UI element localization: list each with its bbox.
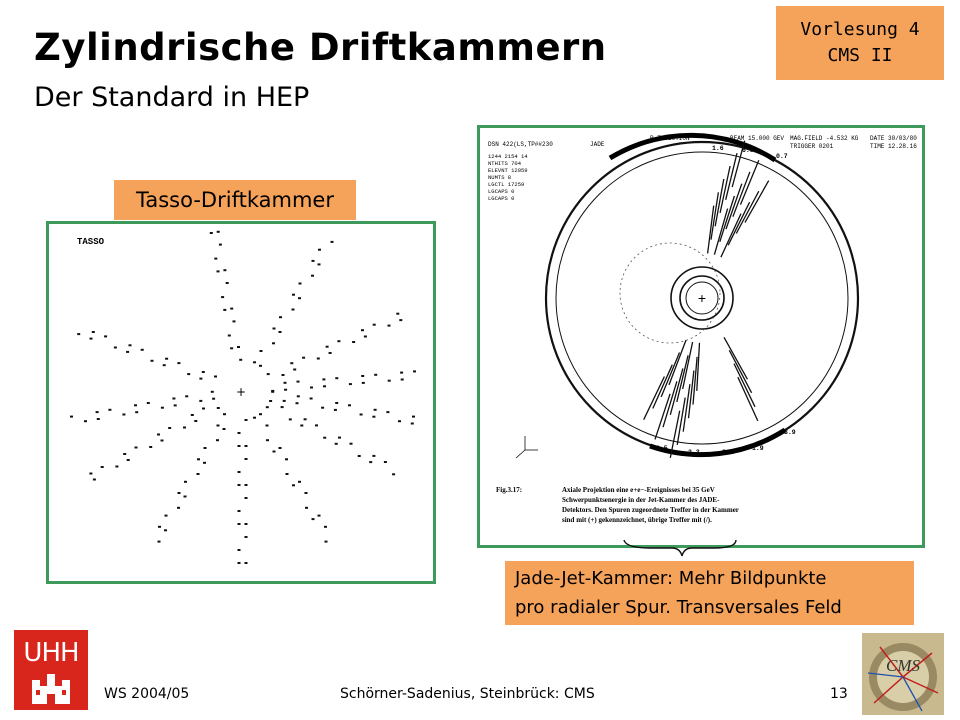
tasso-hit [219,244,222,246]
tasso-hit [214,376,217,378]
tasso-hit [388,380,391,382]
page-number: 13 [830,686,848,702]
tasso-hit [318,515,321,517]
tasso-hit [259,413,262,415]
jade-header-date: DATE 30/03/80 [870,135,917,142]
tasso-hit [364,336,367,338]
tasso-hit [165,358,168,360]
tasso-hit [165,515,168,517]
tasso-hit [238,523,241,525]
jade-axes-icon [516,436,538,458]
tasso-hit [210,232,213,234]
jade-header-time: TIME 12.28.16 [870,143,917,150]
tasso-hit [266,425,269,427]
tasso-hit [361,329,364,331]
tasso-hit [286,473,289,475]
tasso-hit [187,373,190,375]
tasso-hit [297,381,300,383]
tasso-hit [272,342,275,344]
uhh-logo [14,630,88,710]
jade-track-segment [683,342,693,389]
jade-track-segment [738,377,758,421]
tasso-hit [157,434,160,436]
lecture-badge [776,6,944,80]
tasso-hit [238,471,241,473]
tasso-hit [260,350,263,352]
jade-info-line: NUMTS 8 [488,174,512,181]
tasso-hit [202,408,205,410]
tasso-hit [245,536,248,538]
lecture-number: Vorlesung 4 [800,19,920,40]
tasso-hit [217,425,220,427]
tasso-hit [217,231,220,233]
tasso-hit [331,241,334,243]
tasso-hit [168,427,171,429]
tasso-hit [292,294,295,296]
tasso-hit [398,420,401,422]
tasso-hit [350,443,353,445]
tasso-hit [216,439,219,441]
tasso-hit [238,445,241,447]
tasso-hit [96,411,99,413]
tasso-hit [212,398,215,400]
tasso-hit [245,419,248,421]
tasso-hit [315,424,318,426]
tasso-hit [93,479,96,481]
tasso-hit [322,378,325,380]
jade-caption-line-1: Axiale Projektion eine e+e−-Ereignisses bei 35 GeV [562,486,715,494]
jade-caption-text-1: Jade-Jet-Kammer: Mehr Bildpunkte [515,568,827,589]
tasso-hit [108,409,111,411]
tasso-hit [335,377,338,379]
tasso-hit [335,443,338,445]
tasso-hit [298,297,301,299]
tasso-hit [297,395,300,397]
tasso-vertex-marker: + [235,385,247,399]
tasso-hit [122,414,125,416]
tasso-hit [135,411,138,413]
jade-energy-label: 1.6 [712,145,724,152]
tasso-event-svg [49,224,433,581]
tasso-hit [338,437,341,439]
tasso-hit [401,379,404,381]
tasso-hit [238,432,241,434]
jade-energy-labels [656,145,796,456]
tasso-hit [126,351,129,353]
jade-energy-label: 3.9 [784,429,796,436]
tasso-hit [412,416,415,418]
tasso-hit [392,473,395,475]
tasso-hit [253,361,256,363]
footer-semester: WS 2004/05 [104,686,190,702]
jade-track-segment [697,343,700,391]
jade-caption-box [505,561,914,625]
tasso-hit [92,331,95,333]
tasso-hit [151,360,154,362]
jade-vertex-marker: + [697,292,707,308]
jade-caption-line-4: sind mit (+) gekennzeichnet, übrige Treffer mit (/). [562,516,712,524]
tasso-hit [259,365,262,367]
tasso-hit [174,404,177,406]
jade-energy-label: 3.1 [722,449,734,456]
tasso-hit [161,407,164,409]
jade-track-segment [683,384,690,432]
tasso-hit [269,400,272,402]
jade-energy-label: 6.8 [742,147,754,154]
jade-info-line: NTHITS 704 [488,160,522,167]
jade-header-field: MAG.FIELD -4.532 KG [790,135,859,142]
tasso-hit [360,414,363,416]
tasso-hit [226,282,229,284]
tasso-hit [326,346,329,348]
tasso-hit [104,335,107,337]
tasso-hit [230,347,233,349]
tasso-hit [362,382,365,384]
tasso-hit [372,416,375,418]
castle-icon [28,674,74,706]
tasso-hit [223,309,226,311]
tasso-hit [413,370,416,372]
tasso-hit [238,484,241,486]
tasso-hit [358,455,361,457]
tasso-hit [147,402,150,404]
tasso-hit [292,484,295,486]
jade-track-segment [693,357,697,405]
cms-detector-icon [862,633,944,715]
tasso-hit [245,484,248,486]
tasso-hit [221,296,224,298]
jade-info-line: LGCTL 17259 [488,181,525,188]
tasso-hit [114,347,117,349]
tasso-hit [384,461,387,463]
tasso-hit [228,335,231,337]
jade-info-block [488,153,528,202]
tasso-hit [164,529,167,531]
tasso-hit [348,404,351,406]
jade-energy-label: 0.5 [656,445,668,452]
tasso-hit [134,404,137,406]
tasso-hit [245,497,248,499]
tasso-hit [238,510,241,512]
jade-event-svg [480,128,922,545]
uhh-logo-text: UHH [23,638,79,668]
jade-header-jade: JADE [590,141,605,148]
tasso-hit [374,374,377,376]
tasso-hit [279,331,282,333]
tasso-hit [305,507,308,509]
tasso-hit [352,341,355,343]
slide-title: Zylindrische Driftkammern [34,26,607,69]
tasso-hit [335,402,338,404]
tasso-hit [237,346,240,348]
tasso-hit [204,447,207,449]
jade-track-segment [728,202,749,245]
jade-track-segment [733,172,750,217]
jade-info-line: LGCAPS 0 [488,188,515,195]
jade-track-segment [689,371,694,419]
tasso-hit [321,407,324,409]
tasso-hit [266,406,269,408]
tasso-hit [183,427,186,429]
tasso-hit [299,283,302,285]
tasso-hit [70,416,73,418]
tasso-hit [199,400,202,402]
tasso-hit [318,263,321,265]
tasso-hit [266,439,269,441]
tasso-hit [253,417,256,419]
jade-energy-label: 0.7 [776,153,788,160]
tasso-hit [411,423,414,425]
tasso-hit [279,447,282,449]
tasso-label: Tasso-Driftkammer [114,180,356,220]
jade-lower-cluster-arc [650,430,785,455]
tasso-hit [238,549,241,551]
tasso-hit [230,308,233,310]
tasso-hit [217,270,220,272]
tasso-hit [289,418,292,420]
tasso-hit [386,411,389,413]
tasso-hit [84,420,87,422]
tasso-hit [141,349,144,351]
tasso-hit [281,406,284,408]
tasso-hit [223,413,226,415]
tasso-hit [279,316,282,318]
jade-track-segment [653,365,673,409]
tasso-hit [184,481,187,483]
tasso-hit [158,526,161,528]
jade-track-segment [655,394,670,440]
jade-info-line: LGCAPS 0 [488,195,515,202]
tasso-hit [329,352,332,354]
tasso-hit [223,269,226,271]
tasso-hit [305,492,308,494]
tasso-hit [185,395,188,397]
tasso-hit [135,447,138,449]
tasso-hit [217,407,220,409]
tasso-hit [97,418,100,420]
tasso-hit [271,391,274,393]
jade-track-segment [677,355,688,402]
tasso-hit [273,328,276,330]
tasso-hit [161,440,164,442]
tasso-hit [318,249,321,251]
cms-logo [862,633,944,715]
tasso-hit [324,526,327,528]
tasso-hit [312,260,315,262]
tasso-hit [284,389,287,391]
tasso-hit [245,562,248,564]
tasso-event-display [46,221,436,584]
tasso-hit [337,340,340,342]
tasso-hit [396,313,399,315]
tasso-hit [158,541,161,543]
tasso-hit [172,398,175,400]
jade-header-dsn: DSN 422(LS,TP##230 [488,141,553,148]
jade-track-segment [745,181,769,223]
tasso-hit [90,338,93,340]
tasso-hit [290,362,293,364]
jade-caption-line-2: Schwerpunktsenergie in der Jet-Kammer des JADE- [562,496,720,504]
tasso-hit [317,358,320,360]
tasso-hit [267,373,270,375]
tasso-hit [233,320,236,322]
tasso-hit [312,518,315,520]
jade-energy-label: 3.3 [688,449,700,456]
tasso-hit [373,324,376,326]
tasso-hit [302,357,305,359]
slide-subtitle: Der Standard in HEP [34,82,310,113]
jade-info-line: ELEVNT 12059 [488,167,528,174]
jade-caption-text-2: pro radialer Spur. Transversales Feld [515,597,842,618]
tasso-hit [115,466,118,468]
tasso-hit [199,378,202,380]
tasso-hit [223,428,226,430]
tasso-hit [323,385,326,387]
tasso-hit [361,375,364,377]
tasso-hit [325,541,328,543]
tasso-hit [214,258,217,260]
tasso-hit [285,458,288,460]
jade-track-segment [669,340,686,385]
tasso-hit [177,507,180,509]
tasso-hit [123,453,126,455]
jade-caption-line-3: Detektors. Den Spuren zugeordnete Treffer in der Kammer [562,506,739,514]
lecture-course: CMS II [827,45,893,66]
tasso-hit [197,473,200,475]
jade-track-segment [677,398,685,445]
jade-track-segment [741,160,759,204]
tasso-hit [194,420,197,422]
jade-track-segment [644,377,665,420]
tasso-hit [239,359,242,361]
tasso-hit [296,402,299,404]
tasso-hit [369,461,372,463]
tasso-hit [202,371,205,373]
footer-authors: Schörner-Sadenius, Steinbrück: CMS [340,686,595,702]
tasso-hit [211,391,214,393]
tasso-hit [349,383,352,385]
tasso-header: TASSO [77,237,105,247]
tasso-hit [310,398,313,400]
jade-energy-label: 1.9 [752,445,764,452]
tasso-hit [163,364,166,366]
tasso-hit [283,400,286,402]
tasso-hit [77,333,80,335]
tasso-hit [245,445,248,447]
tasso-hit [293,369,296,371]
tasso-hit [323,437,326,439]
tasso-hit [184,496,187,498]
tasso-hit [388,325,391,327]
tasso-hit [127,459,130,461]
tasso-hit [298,481,301,483]
caption-brace [620,538,740,560]
jade-header-section: R-Z SECTION [650,135,690,142]
tasso-hit [101,466,104,468]
jade-event-display [477,125,925,548]
tasso-hit [203,462,206,464]
tasso-hit [177,362,180,364]
tasso-hit [282,374,285,376]
tasso-hit [178,492,181,494]
tasso-hit [400,372,403,374]
tasso-hit [374,409,377,411]
jade-track-segment [724,337,747,379]
tasso-hit [310,387,313,389]
tasso-hit [191,414,194,416]
tasso-hit [372,455,375,457]
tasso-hit [197,458,200,460]
tasso-hit [89,473,92,475]
tasso-hit [334,409,337,411]
tasso-hit [311,275,314,277]
tasso-hit [245,523,248,525]
svg-text:CMS: CMS [886,656,920,675]
tasso-hit [292,309,295,311]
jade-header-beam: BEAM 15.000 GEV [730,135,785,142]
jade-header-trigger: TRIGGER 0201 [790,143,834,150]
tasso-hit [149,446,152,448]
tasso-hit [304,418,307,420]
tasso-hit [399,319,402,321]
tasso-hit [245,458,248,460]
jade-info-line: 1244 2154 14 [488,153,528,160]
tasso-hit [273,451,276,453]
tasso-hit [284,382,287,384]
tasso-hit [129,344,132,346]
tasso-hit [238,562,241,564]
jade-track-segment [729,350,751,393]
tasso-hit [300,425,303,427]
jade-track-segment [734,364,755,407]
jade-caption-label: Fig.3.17: [496,486,523,494]
